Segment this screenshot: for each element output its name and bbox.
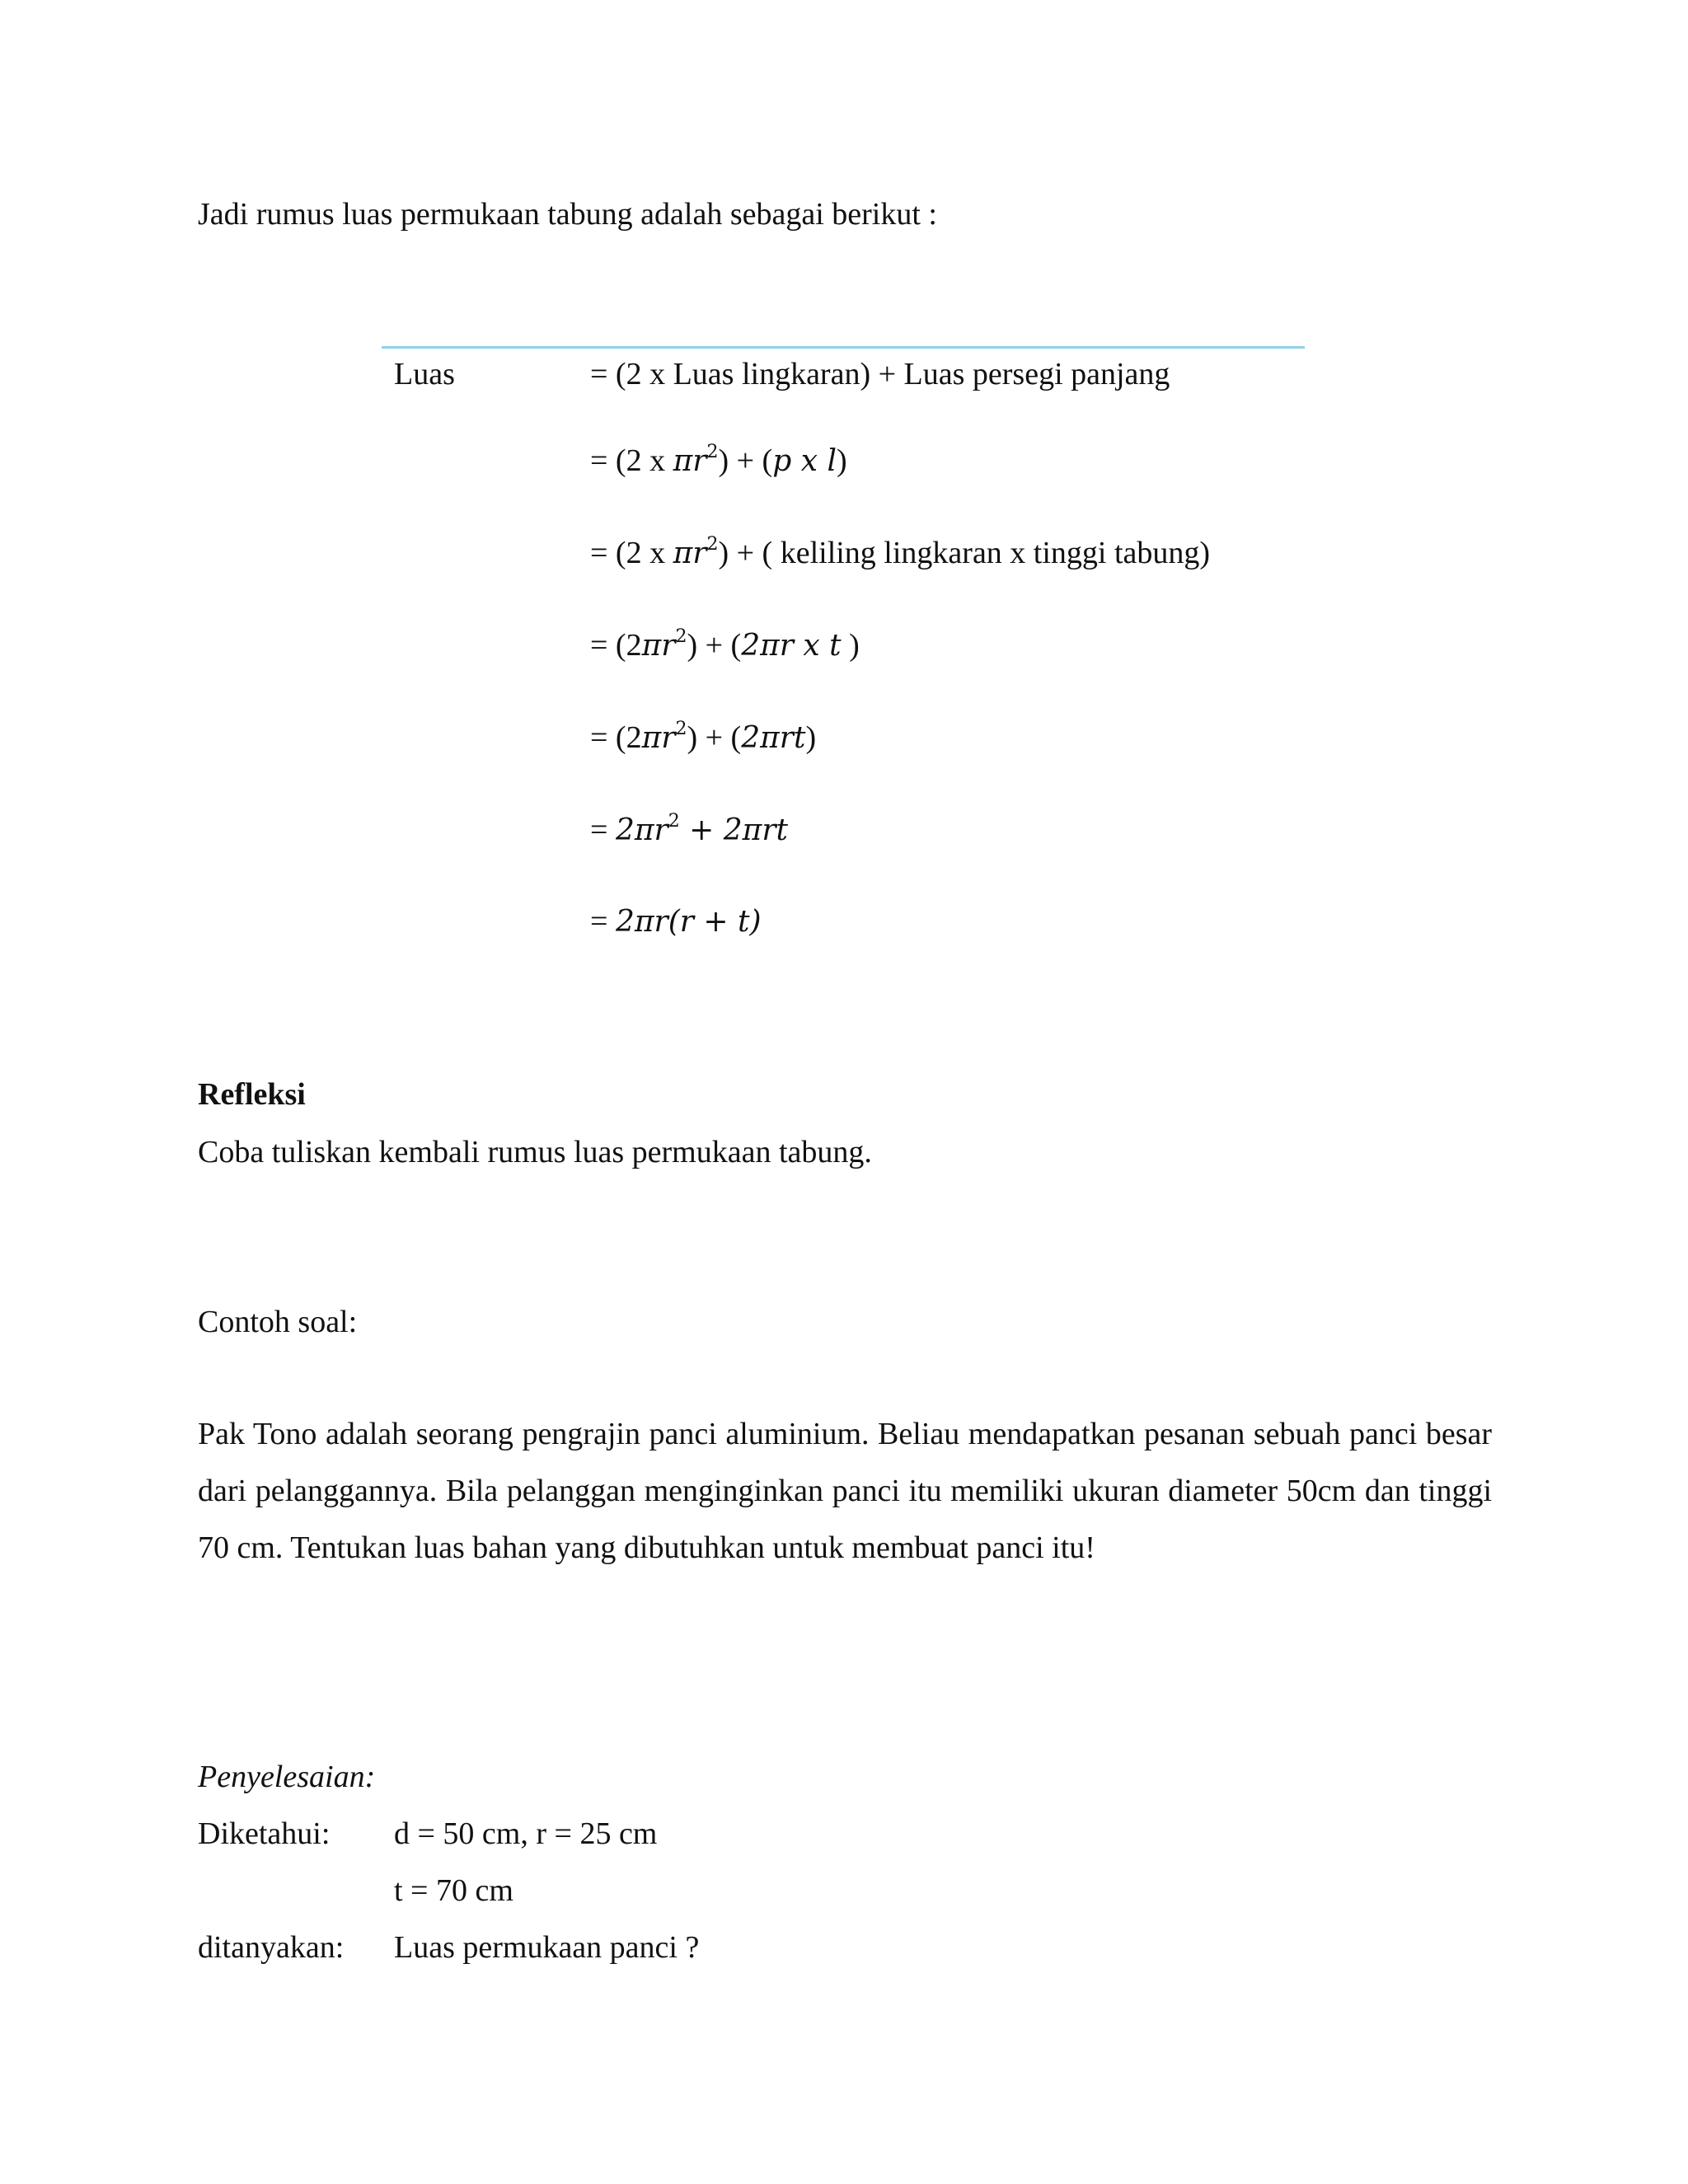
diketahui-label: Diketahui: [198,1816,331,1851]
formula-row-5-exp: 2 [675,719,687,739]
diketahui-value-2: t = 70 cm [394,1873,513,1908]
ditanyakan-value: Luas permukaan panci ? [394,1930,700,1965]
formula-row-3 [590,534,1210,571]
formula-row-3-pi-r-text: πr [673,537,707,570]
formula-row-6-prefix: = [590,813,616,847]
formula-row-3-rest: ) + ( keliling lingkaran x tinggi tabung) [718,536,1211,570]
formula-row-4-prefix: = (2 [590,628,642,663]
formula-row-2-pi-r [673,444,719,478]
formula-row-2-prefix: = (2 x [590,443,673,478]
formula-row-7-math: 2πr(r + t) [615,905,762,939]
formula-row-2-pi-r-text: πr [673,444,707,478]
ditanyakan-label: ditanyakan: [198,1930,345,1965]
formula-row-2 [590,442,847,479]
solution-heading: Penyelesaian: [198,1760,376,1794]
formula-row-5-end: ) [805,720,817,755]
intro-text: Jadi rumus luas permukaan tabung adalah sebagai berikut : [198,197,937,232]
formula-top-rule [382,346,1305,349]
formula-row-1: = (2 x Luas lingkaran) + Luas persegi panjang [590,357,1170,391]
formula-row-6 [590,811,788,848]
formula-row-5-prefix: = (2 [590,720,642,755]
formula-row-4-pi-r-text: πr [641,629,676,663]
refleksi-heading: Refleksi [198,1077,306,1112]
formula-row-3-pi-r [673,534,719,570]
formula-row-5-pi-r [642,721,687,755]
refleksi-text: Coba tuliskan kembali rumus luas permukaan tabung. [198,1135,872,1169]
formula-row-4-math: 2πr x t [741,629,842,663]
formula-row-6-math-2: + 2πrt [679,813,789,847]
formula-row-3-exp: 2 [706,534,719,555]
formula-row-2-mid: ) + ( [718,443,773,478]
formula-row-7 [590,903,762,940]
formula-row-5-pi-r-text: πr [641,721,676,755]
problem-paragraph: Pak Tono adalah seorang pengrajin panci aluminium. Beliau mendapatkan pesanan sebuah panci besar dari pelanggannya. Bila pelanggan menginginkan panci itu memiliki ukuran diameter 50cm dan tinggi 70 cm. Tentukan luas bahan yang dibutuhkan untuk membuat panci itu! [198,1417,1492,1565]
formula-row-3-prefix: = (2 x [590,536,673,570]
diketahui-value-1: d = 50 cm, r = 25 cm [394,1816,658,1851]
formula-row-2-exp: 2 [706,442,719,462]
formula-row-6-math [616,813,788,847]
formula-row-5-math: 2πrt [741,721,806,755]
formula-row-4-mid: ) + ( [687,628,742,663]
formula-row-2-end: ) [836,443,847,478]
formula-row-4 [590,626,860,663]
formula-row-4-exp: 2 [675,626,687,647]
formula-row-7-prefix: = [590,904,616,939]
formula-row-6-math-1: 2πr [615,813,668,847]
formula-row-5 [590,719,816,756]
formula-row-4-pi-r [641,626,687,663]
formula-row-5-mid: ) + ( [687,720,742,755]
formula-label: Luas [394,357,455,391]
formula-row-2-math: p x l [772,444,837,478]
formula-row-6-exp: 2 [668,811,680,832]
formula-row-4-end: ) [841,628,860,663]
contoh-soal-label: Contoh soal: [198,1305,358,1339]
